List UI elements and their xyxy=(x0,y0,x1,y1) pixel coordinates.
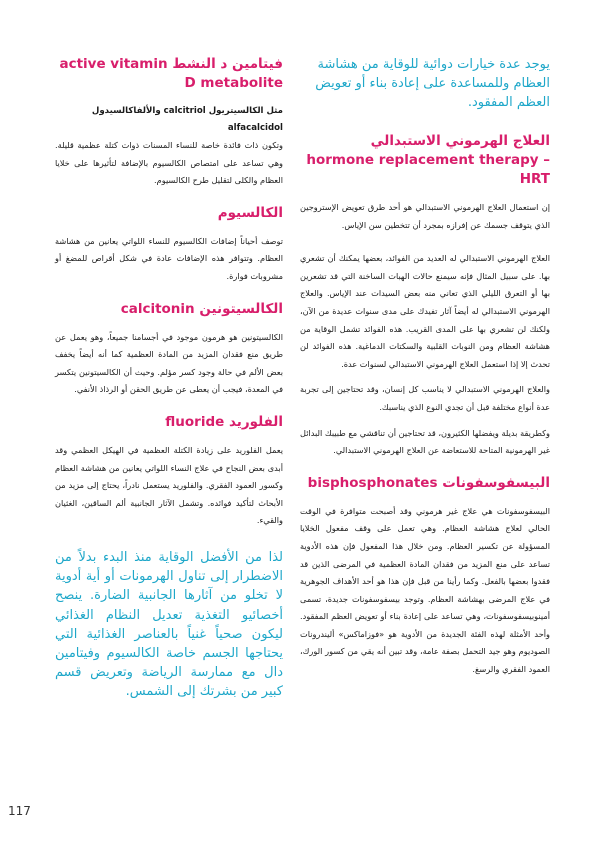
calcium-heading: الكالسيوم xyxy=(217,204,283,221)
vitamin-d-examples: مثل الكالسيتريول calcitriol والألفاكالسيدول alfacalcidol xyxy=(91,106,283,133)
right-column xyxy=(300,55,550,687)
hrt-heading: العلاج الهرموني الاستبدالي hormone replacement therapy – HRT xyxy=(306,133,550,187)
closing-paragraph: لذا من الأفضل الوقاية منذ البدء بدلاً من الاضطرار إلى تناول الهرمونات أو أية أدوية لا تخلو من آثارها الجانبية الضارة. ينصح أخصائيو التغذية تعديل النظام الغذائي ليكون صحياً غنياً بالعناصر الغذائية التي يحتاجها الجسم خاصة الكالسيوم وفيتامين دال مع ممارسة الرياضة وتعريض قسم كبير من بشرتك إلى الشمس. xyxy=(55,549,283,700)
vitamin-d-paragraph: وتكون ذات فائدة خاصة للنساء المسنات ذوات كتلة عظمية قليلة. وهي تساعد على امتصاص الكالسيوم بالإضافة لتأثيرها على خلايا العظام والكلى لتقليل طرح الكالسيوم. xyxy=(55,140,283,186)
fluoride-heading: الفلوريد fluoride xyxy=(165,413,283,430)
fluoride-paragraph: يعمل الفلوريد على زيادة الكتلة العظمية في الهيكل العظمي وقد أبدى بعض النجاح في علاج النساء اللواتي يعانين من هشاشة العظام وكسور العمود الفقري. والفلوريد يستعمل نادراً، يحتاج إلى مزيد من الأبحاث لتأكيد فوائده. وتشمل الآثار الجانبية ألم الساقين، الغثيان والقيء. xyxy=(55,444,283,526)
hrt-paragraph-3: والعلاج الهرموني الاستبدالي لا يناسب كل إنسان، وقد تحتاجين إلى تجربة عدة أنواع مختلفة قبل أن تجدي النوع الذي يناسبك. xyxy=(300,384,550,412)
vitamin-d-heading xyxy=(55,55,283,93)
bisphosphonates-heading: البيسفوسفونات bisphosphonates xyxy=(307,474,550,491)
bisphosphonates-paragraph: البيسفوسفونات هي علاج غير هرموني وقد أصبحت متوافرة في الوقت الحالي لعلاج هشاشة العظام. وهي تعمل على وقف مفعول الخلايا المسؤولة عن تكسير العظام. ومن خلال هذا المفعول فإن هذه الأدوية تساعد على منع المزيد من فقدان المادة العظمية في المرضى الذين قد فقدوا بعضها بالفعل. وكما رأينا من قبل فإن هذا هو أحد الأهداف الجوهرية في علاج المرضى بهشاشة العظام. وتوجد بيسفوسفونات جديدة، تسمى أمينوبيسفوسفونات، وهي تساعد على إعادة بناء أو تعويض العظم المفقود. وأحد الأمثلة لهذه الفئة الجديدة من الأدوية هو «فوزاماكس» أليندرونات الصوديوم وهو جيد التحمل بصفة عامة، وقد تبين أنه يقي من كسور الورك، العمود الفقري والرسغ. xyxy=(300,505,550,675)
page-number: 117 xyxy=(8,804,31,818)
hrt-paragraph-1: إن استعمال العلاج الهرموني الاستبدالي هو أحد طرق تعويض الإستروجين الذي يتوقف جسمك عن إفرازه بمجرد أن تتخطين سن الإياس. xyxy=(300,202,550,230)
vitamin-d-heading-english: active vitamin D metabolite xyxy=(59,56,283,91)
vitamin-d-heading-arabic: فيتامين د النشط xyxy=(172,56,283,72)
left-column xyxy=(55,55,283,702)
calcitonin-paragraph: الكالسيتونين هو هرمون موجود في أجسامنا جميعاً، وهو يعمل عن طريق منع فقدان المزيد من المادة العظمية كما أنه أيضاً يخفف بعض الألم في حالة وجود كسر مؤلم. وحيث أن الكالسيتونين يتكسر في المعدة، فيجب أن يعطى عن طريق الحقن أو الرذاذ الأنفي. xyxy=(55,331,283,395)
hrt-paragraph-4: وكطريقة بديلة ويفضلها الكثيرون، قد تحتاجين أن تناقشي مع طبيبك البدائل غير الهرمونية المتاحة للاستعاضة عن العلاج الهرموني الاستبدالي. xyxy=(300,427,550,456)
calcium-paragraph: توصف أحياناً إضافات الكالسيوم للنساء اللواتي يعانين من هشاشة العظام. وتتوافر هذه الإضافات عادة في شكل أقراص للمضغ أو مشروبات فوارة. xyxy=(55,235,283,281)
hrt-paragraph-2: العلاج الهرموني الاستبدالي له العديد من الفوائد، بعضها يمكنك أن تشعري بها. على سبيل المثال فإنه سيمنع حالات الهبات الساخنة التي قد تشعرين بها أو التعرق الليلي الذي تعاني منه بعض السيدات عند الإياس. والعلاج الهرموني الاستبدالي له أيضاً آثار تفيدك على مدى سنوات عديدة من الآن، ولكنك لن تشعري بها على المدى القريب. هذه الفوائد تشمل الوقاية من هشاشة العظام ومن النوبات القلبية والسكتات الدماغية. هذه الفوائد لن تحدث إلا إذا استعمل العلاج الهرموني الاستبدالي لسنوات عدة. xyxy=(300,253,550,369)
intro-paragraph: يوجد عدة خيارات دوائية للوقاية من هشاشة العظام وللمساعدة على إعادة بناء أو تعويض العظم المفقود. xyxy=(315,57,550,110)
calcitonin-heading: الكالسيتونين calcitonin xyxy=(120,300,283,317)
